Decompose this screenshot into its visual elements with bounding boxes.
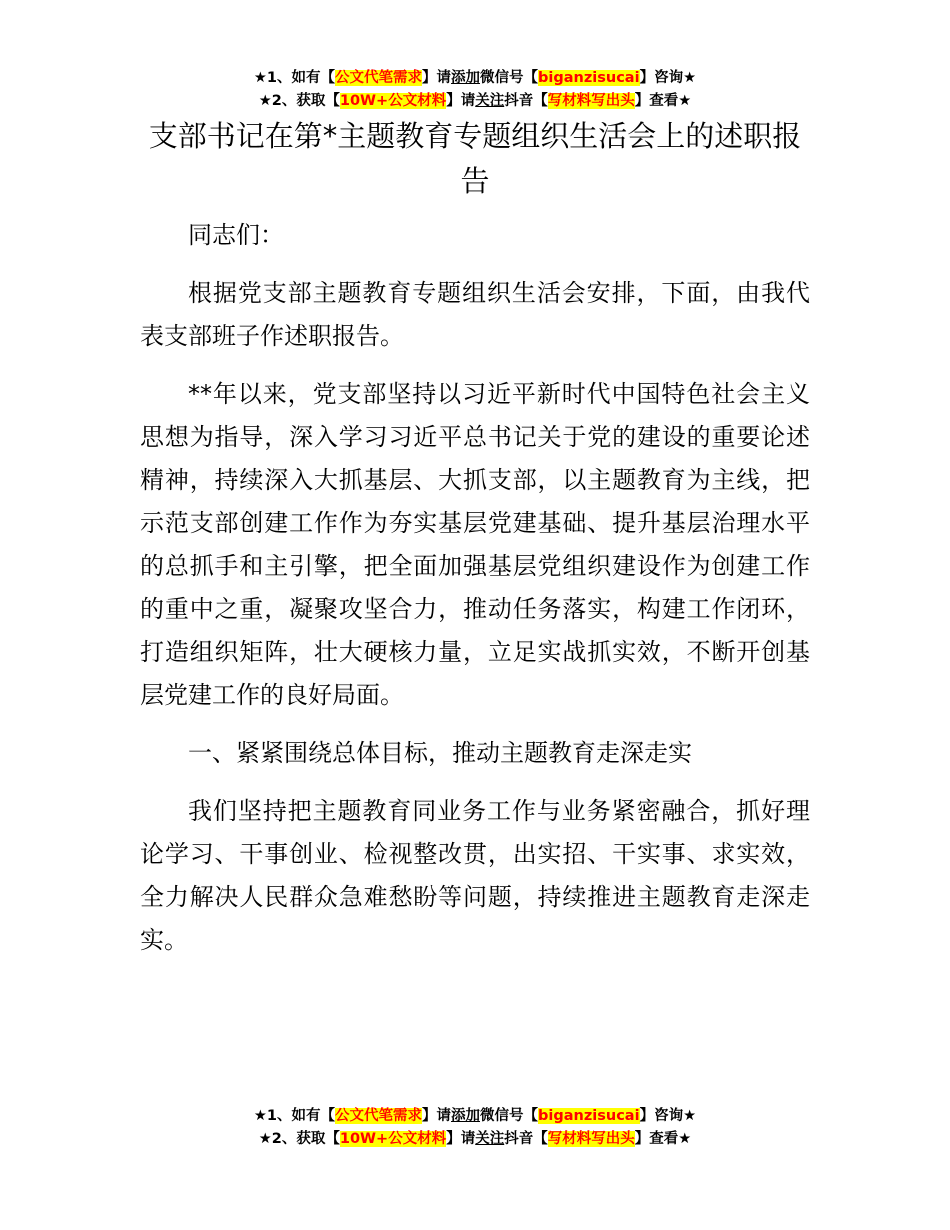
paragraph: 根据党支部主题教育专题组织生活会安排，下面，由我代表支部班子作述职报告。 bbox=[140, 279, 810, 350]
document-title: 支部书记在第*主题教育专题组织生活会上的述职报告 bbox=[148, 119, 802, 198]
ad-highlight: 10W+公文材料 bbox=[339, 93, 447, 109]
paragraph-salutation: 同志们： bbox=[188, 221, 284, 249]
ad-highlight: 公文代笔需求 bbox=[335, 70, 423, 86]
ad-line-2: ★2、获取【10W+公文材料】请关注抖音【写材料写出头】查看★ bbox=[258, 93, 692, 109]
ad-highlight: 写材料写出头 bbox=[547, 93, 635, 109]
ad-highlight: 公文代笔需求 bbox=[335, 1108, 423, 1124]
paragraph: **年以来，党支部坚持以习近平新时代中国特色社会主义思想为指导，深入学习习近平总书记关于党的建设的重要论述精神，持续深入大抓基层、大抓支部，以主题教育为主线，把示范支部创建工作作为夯实基层党建基础、提升基层治理水平的总抓手和主引擎，把全面加强基层党组织建设作为创建工作的重中之重，凝聚攻坚合力，推动任务落实，构建工作闭环，打造组织矩阵，壮大硬核力量，立足实战抓实效，不断开创基层党建工作的良好局面。 bbox=[140, 380, 810, 709]
ad-highlight: 写材料写出头 bbox=[547, 1131, 635, 1147]
ad-line-2: ★2、获取【10W+公文材料】请关注抖音【写材料写出头】查看★ bbox=[258, 1131, 692, 1147]
ad-line-1: ★1、如有【公文代笔需求】请添加微信号【biganzisucai】咨询★ bbox=[253, 1108, 697, 1124]
document-body bbox=[140, 214, 810, 977]
ad-line-1: ★1、如有【公文代笔需求】请添加微信号【biganzisucai】咨询★ bbox=[253, 70, 697, 86]
ad-highlight: 10W+公文材料 bbox=[339, 1131, 447, 1147]
header-ad-banner bbox=[0, 67, 950, 113]
paragraph: 我们坚持把主题教育同业务工作与业务紧密融合，抓好理论学习、干事创业、检视整改贯，出实招、干实事、求实效，全力解决人民群众急难愁盼等问题，持续推进主题教育走深走实。 bbox=[140, 797, 810, 954]
footer-ad-banner bbox=[0, 1105, 950, 1151]
ad-highlight: biganzisucai bbox=[538, 1108, 640, 1124]
ad-highlight: biganzisucai bbox=[538, 70, 640, 86]
section-heading: 一、紧紧围绕总体目标，推动主题教育走深走实 bbox=[188, 739, 692, 767]
